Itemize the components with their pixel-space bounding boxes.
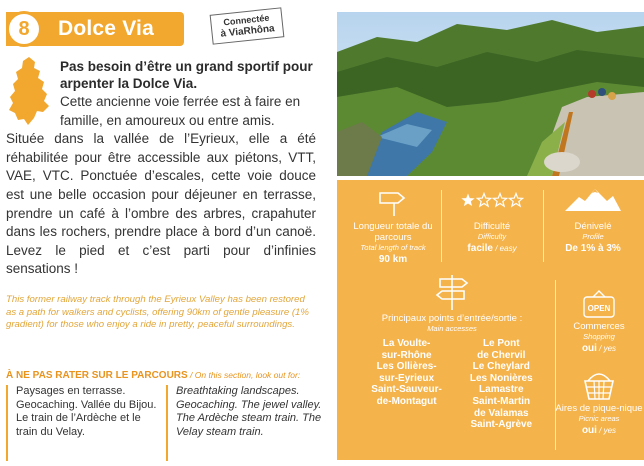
shops-label-en: Shopping xyxy=(583,332,615,341)
access-list-2 xyxy=(470,338,533,431)
access-point: Les Nonières xyxy=(469,372,533,384)
not-to-miss-heading-fr: À NE PAS RATER SUR LE PARCOURS xyxy=(6,370,188,381)
profile-label-en: Profile xyxy=(582,232,604,241)
profile-label: Dénivelé xyxy=(574,221,612,232)
length-block xyxy=(345,180,441,266)
body-text xyxy=(6,93,316,279)
profile-block xyxy=(544,180,642,255)
access-point: Le Cheylard xyxy=(472,361,530,373)
access-point: sur-Rhône xyxy=(381,349,432,361)
viarhona-badge xyxy=(210,7,285,44)
not-to-miss-heading xyxy=(6,370,326,381)
page-title: Dolce Via xyxy=(58,17,154,40)
access-block xyxy=(347,272,557,431)
length-value: 90 km xyxy=(378,254,408,265)
shops-value-en: / yes xyxy=(596,344,617,353)
star-empty-icon xyxy=(509,194,522,207)
length-label: Longueur totale du parcours xyxy=(353,221,433,243)
mountain-icon xyxy=(565,187,621,213)
intro-paragraph-1: Cette ancienne voie ferrée est à faire en famille, en amoureux ou entre amis. xyxy=(60,94,301,128)
access-point: Le Pont xyxy=(482,338,520,349)
not-to-miss-fr: Paysages en terrasse. Geocaching. Vallée du Bijou. Le train de l’Ardèche et le train du Velay. xyxy=(6,385,164,461)
star-empty-icon xyxy=(493,194,506,207)
direction-sign-icon xyxy=(432,273,472,311)
difficulty-value xyxy=(442,242,542,255)
picnic-label: Aires de pique-nique xyxy=(555,403,643,414)
shops-value xyxy=(555,342,643,355)
picnic-value-fr: oui xyxy=(581,425,597,436)
access-point: sur-Eyrieux xyxy=(379,372,435,384)
not-to-miss-en: Breathtaking landscapes. Geocaching. The jewel valley. The Ardèche steam train. The Velay steam train. xyxy=(166,385,324,461)
difficulty-label-en: Difficulty xyxy=(477,232,507,241)
picnic-basket-icon xyxy=(582,369,616,401)
badge-line-1: Connectée xyxy=(222,12,270,28)
badge-line-2: à ViaRhôna xyxy=(220,23,276,40)
access-point: Saint-Sauveur- xyxy=(371,384,442,396)
difficulty-value-fr: facile xyxy=(467,243,493,254)
difficulty-stars-icon xyxy=(460,192,524,208)
access-point: Les Ollières- xyxy=(376,361,437,373)
access-point: de Valamas xyxy=(474,407,529,419)
difficulty-block xyxy=(442,180,542,255)
access-point: Saint-Agrève xyxy=(470,419,533,431)
difficulty-label: Difficulté xyxy=(473,221,511,232)
valley-photo xyxy=(337,12,644,176)
access-point: La Voulte- xyxy=(382,338,431,349)
access-list-1 xyxy=(371,338,442,431)
shops-label: Commerces xyxy=(573,321,625,332)
signpost-icon xyxy=(376,183,410,217)
profile-value: De 1% à 3% xyxy=(565,243,621,254)
shops-value-fr: oui xyxy=(581,343,597,354)
length-label-en: Total length of track xyxy=(360,243,426,252)
access-label: Principaux points d’entrée/sortie : xyxy=(381,313,523,324)
lead-paragraph: Pas besoin d’être un grand sportif pour arpenter la Dolce Via. xyxy=(60,59,313,91)
open-sign-icon xyxy=(582,289,616,319)
route-number: 8 xyxy=(6,11,42,47)
access-point: Lamastre xyxy=(479,384,524,396)
star-filled-icon xyxy=(461,194,474,207)
picnic-value xyxy=(555,424,643,437)
open-sign-text: OPEN xyxy=(587,304,611,313)
access-label-en: Main accesses xyxy=(427,324,477,333)
picnic-label-en: Picnic areas xyxy=(578,414,620,423)
difficulty-value-en: / easy xyxy=(493,244,517,253)
picnic-block xyxy=(555,368,643,437)
shops-block xyxy=(555,288,643,355)
info-panel xyxy=(337,180,644,460)
access-point: de-Montagut xyxy=(376,395,437,407)
access-point: Saint-Martin xyxy=(472,395,531,407)
star-empty-icon xyxy=(477,194,490,207)
english-summary: This former railway track through the Eyrieux Valley has been restored as a path for walkers and cyclists, offering 90km of gentle pleasure (1% gradient) for those who enjoy a ride in pretty, peaceful surroundings. xyxy=(6,294,309,330)
intro-paragraph-2: Située dans la vallée de l’Eyrieux, elle a été réhabilitée pour être accessible aux piétons, VTT, VAE, VTC. Ponctuée d’escales, cette voie douce est une belle occasion pour déjeuner en terrasse, prendre un café à l’ombre des arbres, crapahuter dans les rochers, prendre place à bord d’un canoë. Levez le pied et c’est parti pour d’infinies sensations ! xyxy=(6,131,316,277)
not-to-miss-heading-en: / On this section, look out for: xyxy=(187,370,301,380)
picnic-value-en: / yes xyxy=(596,426,617,435)
access-point: de Chervil xyxy=(477,349,526,361)
